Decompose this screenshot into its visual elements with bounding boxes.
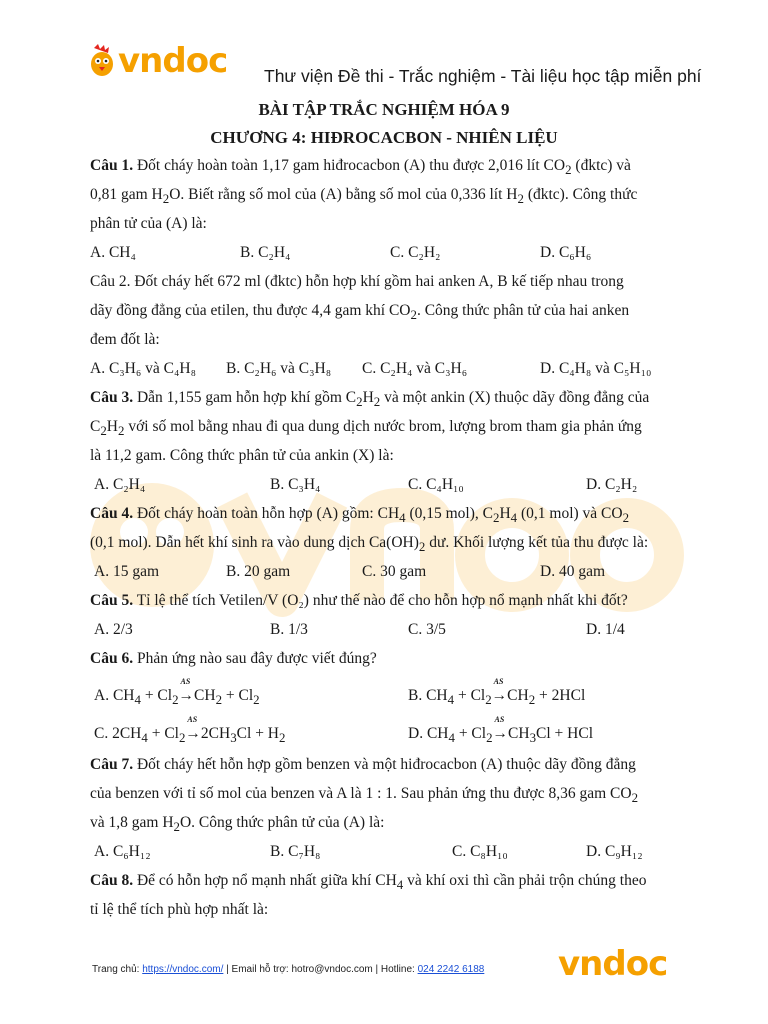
q1-line-2: 0,81 gam $H_2O$. Biết rằng số mol của (A) bằng số mol của 0,336 lít $H_2$ (đktc). Công thức xyxy=(90,186,638,207)
q6-option-a: A. $CH_4 + Cl_2$ AS $\to CH_2 + Cl_2$ xyxy=(94,677,260,708)
q4-option-c: C. 30 gam xyxy=(362,563,427,580)
footer-support: | Email hỗ trợ: hotro@vndoc.com | Hotline: xyxy=(226,964,415,975)
q3-option-b: B. C₃H₄ xyxy=(270,476,321,493)
header-tagline: Thư viện Đề thi - Trắc nghiệm - Tài liệu học tập miễn phí xyxy=(264,66,702,86)
q7-option-b: B. C₇H₈ xyxy=(270,843,321,860)
q4-line-2: (0,1 mol). Dẫn hết khí sinh ra vào dung dịch $Ca(OH)_2$ dư. Khối lượng kết tủa thu được là: xyxy=(90,534,649,555)
q3-label: Câu 3. xyxy=(90,389,134,406)
q2-line-1: Câu 2. Đốt cháy hết 672 ml (đktc) hỗn hợp khí gồm hai anken A, B kế tiếp nhau trong xyxy=(90,273,624,290)
footer-home-link[interactable]: https://vndoc.com/ xyxy=(142,964,224,975)
q6-line-1 xyxy=(90,650,377,668)
q3-line-1: Câu 3. Dẫn 1,155 gam hỗn hợp khí gồm $C_2H_2$ và một ankin (X) thuộc dãy đồng đẳng của xyxy=(90,389,650,410)
q4-label: Câu 4. xyxy=(90,505,134,522)
q1-option-a: A. CH₄ xyxy=(90,244,136,261)
q6-label: Câu 6. xyxy=(90,650,134,667)
q6-option-d: D. $CH_4 + Cl_2$ AS $\to CH_3Cl$ + HCl xyxy=(408,715,594,746)
q3-option-a: A. C₂H₄ xyxy=(94,476,146,493)
q4-option-b: B. 20 gam xyxy=(226,563,291,580)
q2-line-2: dãy đồng đẳng của etilen, thu được 4,4 gam khí $CO_2$. Công thức phân tử của hai anken xyxy=(90,302,630,323)
q7-option-a: A. C₆H₁₂ xyxy=(94,843,151,860)
mascot-icon xyxy=(88,44,116,78)
q2-line-3: đem đốt là: xyxy=(90,331,160,348)
q2-option-b: B. C₂H₆ và C₃H₈ xyxy=(226,360,332,377)
q6-option-b: B. $CH_4 + Cl_2$ AS $\to CH_2 + 2HCl$ xyxy=(408,677,586,708)
q1-label: Câu 1. xyxy=(90,157,134,174)
q7-option-d: D. C₉H₁₂ xyxy=(586,843,643,860)
q5-line-1 xyxy=(90,592,628,610)
q5-option-d: D. 1/4 xyxy=(586,621,625,638)
q8-line-1: Câu 8. Để có hỗn hợp nổ mạnh nhất giữa khí $CH_4$ và khí oxi thì cần phải trộn chúng theo xyxy=(90,872,647,893)
q1-line-1: Câu 1. Đốt cháy hoàn toàn 1,17 gam hiđrocacbon (A) thu được 2,016 lít $CO_2$ (đktc) và xyxy=(90,157,631,178)
footer-logo[interactable]: vndoc xyxy=(558,944,668,984)
q7-label: Câu 7. xyxy=(90,756,134,773)
footer xyxy=(92,964,484,975)
as-label: AS xyxy=(494,715,505,724)
logo-text: vndoc xyxy=(118,41,228,81)
q8-line-2: tỉ lệ thể tích phù hợp nhất là: xyxy=(90,901,269,918)
q5-label: Câu 5. xyxy=(90,592,134,609)
q6-text: Phản ứng nào sau đây được viết đúng? xyxy=(136,650,377,667)
q4-option-a: A. 15 gam xyxy=(94,563,160,580)
q5-option-b: B. 1/3 xyxy=(270,621,308,638)
q7-line-2: của benzen với tỉ số mol của benzen và A là 1 : 1. Sau phản ứng thu được 8,36 gam $CO_2$ xyxy=(90,785,639,806)
q3-line-3: là 11,2 gam. Công thức phân tử của ankin (X) là: xyxy=(90,447,394,464)
q5-option-c: C. 3/5 xyxy=(408,621,446,638)
q1-option-c: C. C₂H₂ xyxy=(390,244,441,261)
q2-option-d: D. C₄H₈ và C₅H₁₀ xyxy=(540,360,652,377)
q6-option-c: C. $2CH_4 + Cl_2$ AS $\to 2CH_3Cl + H_2$ xyxy=(94,715,286,746)
q2-option-a: A. C₃H₆ và C₄H₈ xyxy=(90,360,197,377)
vndoc-logo[interactable] xyxy=(88,41,228,81)
q1-option-d: D. C₆H₆ xyxy=(540,244,592,261)
as-label: AS xyxy=(180,677,191,686)
chapter-title: CHƯƠNG 4: HIĐROCACBON - NHIÊN LIỆU xyxy=(210,128,558,147)
q3-option-c: C. C₄H₁₀ xyxy=(408,476,464,493)
q1-line-3: phân tử của (A) là: xyxy=(90,215,207,232)
q4-option-d: D. 40 gam xyxy=(540,563,606,580)
as-label: AS xyxy=(493,677,504,686)
footer-home-label: Trang chủ: xyxy=(92,964,140,975)
q8-label: Câu 8. xyxy=(90,872,134,889)
q5-text: Tỉ lệ thể tích Vetilen/V (O₂) như thế nào để cho hỗn hợp nổ mạnh nhất khi đốt? xyxy=(136,592,628,609)
q7-option-c: C. C₈H₁₀ xyxy=(452,843,508,860)
q3-line-2: $C_2H_2$ với số mol bằng nhau đi qua dung dịch nước brom, lượng brom tham gia phản ứng xyxy=(90,418,642,439)
q7-line-1: Câu 7. Đốt cháy hết hỗn hợp gồm benzen và một hiđrocacbon (A) thuộc dãy đồng đẳng xyxy=(90,756,636,773)
q7-line-3: và 1,8 gam $H_2O$. Công thức phân tử của (A) là: xyxy=(90,814,385,835)
q5-option-a: A. 2/3 xyxy=(94,621,133,638)
page-title: BÀI TẬP TRẮC NGHIỆM HÓA 9 xyxy=(258,100,510,119)
q1-option-b: B. C₂H₄ xyxy=(240,244,291,261)
q4-line-1: Câu 4. Đốt cháy hoàn toàn hỗn hợp (A) gồm: $CH_4$ (0,15 mol), $C_2H_4$ (0,1 mol) và $CO_2$ xyxy=(90,505,630,526)
q2-option-c: C. C₂H₄ và C₃H₆ xyxy=(362,360,468,377)
q3-option-d: D. C₂H₂ xyxy=(586,476,638,493)
as-label: AS xyxy=(187,715,198,724)
footer-hotline-link[interactable]: 024 2242 6188 xyxy=(417,964,485,975)
